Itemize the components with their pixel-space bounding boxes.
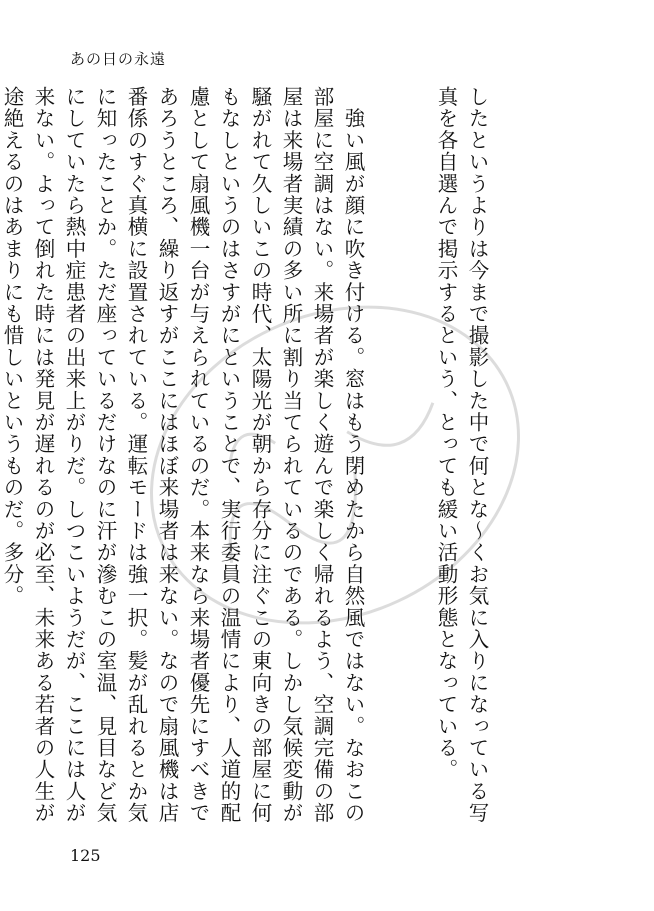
- running-title: あの日の永遠: [70, 50, 167, 68]
- vertical-body-text: [0, 86, 554, 826]
- page-number: 125: [70, 846, 101, 865]
- paragraph-1: したというよりは今まで撮影した中で何とな～くお気に入りになっている写真を各自選んで掲示するという、とっても緩い活動形態となっている。: [434, 86, 489, 824]
- paragraph-2: 強い風が顔に吹き付ける。窓はもう閉めたから自然風ではない。なおこの部屋に空調はない。来場者が楽しく遊んで楽しく帰れるよう、空調完備の部屋は来場者実績の多い所に割り当てられているのである。しかし気候変動が騒がれて久しいこの時代、太陽光が朝から存分に注ぐこの東向きの部屋に何もなしというのはさすがにということで、実行委員の温情により、人道的配慮として扇風機一台が与えられているのだ。本来なら来場者優先にすべきであろうところ、繰り返すがここにはほぼ来場者は来ない。なので扇風機は店番係のすぐ真横に設置されている。運転モードは強一択。髪が乱れるとか気に知ったことか。ただ座っているだけなのに汗が滲むこの室温、見目など気にしていたら熱中症患者の出来上がりだ。しつこいようだが、ここには人が来ない。よって倒れた時には発見が遅れるのが必至、未来ある若者の人生が途絶えるのはあまりにも惜しいというものだ。多分。: [0, 86, 365, 824]
